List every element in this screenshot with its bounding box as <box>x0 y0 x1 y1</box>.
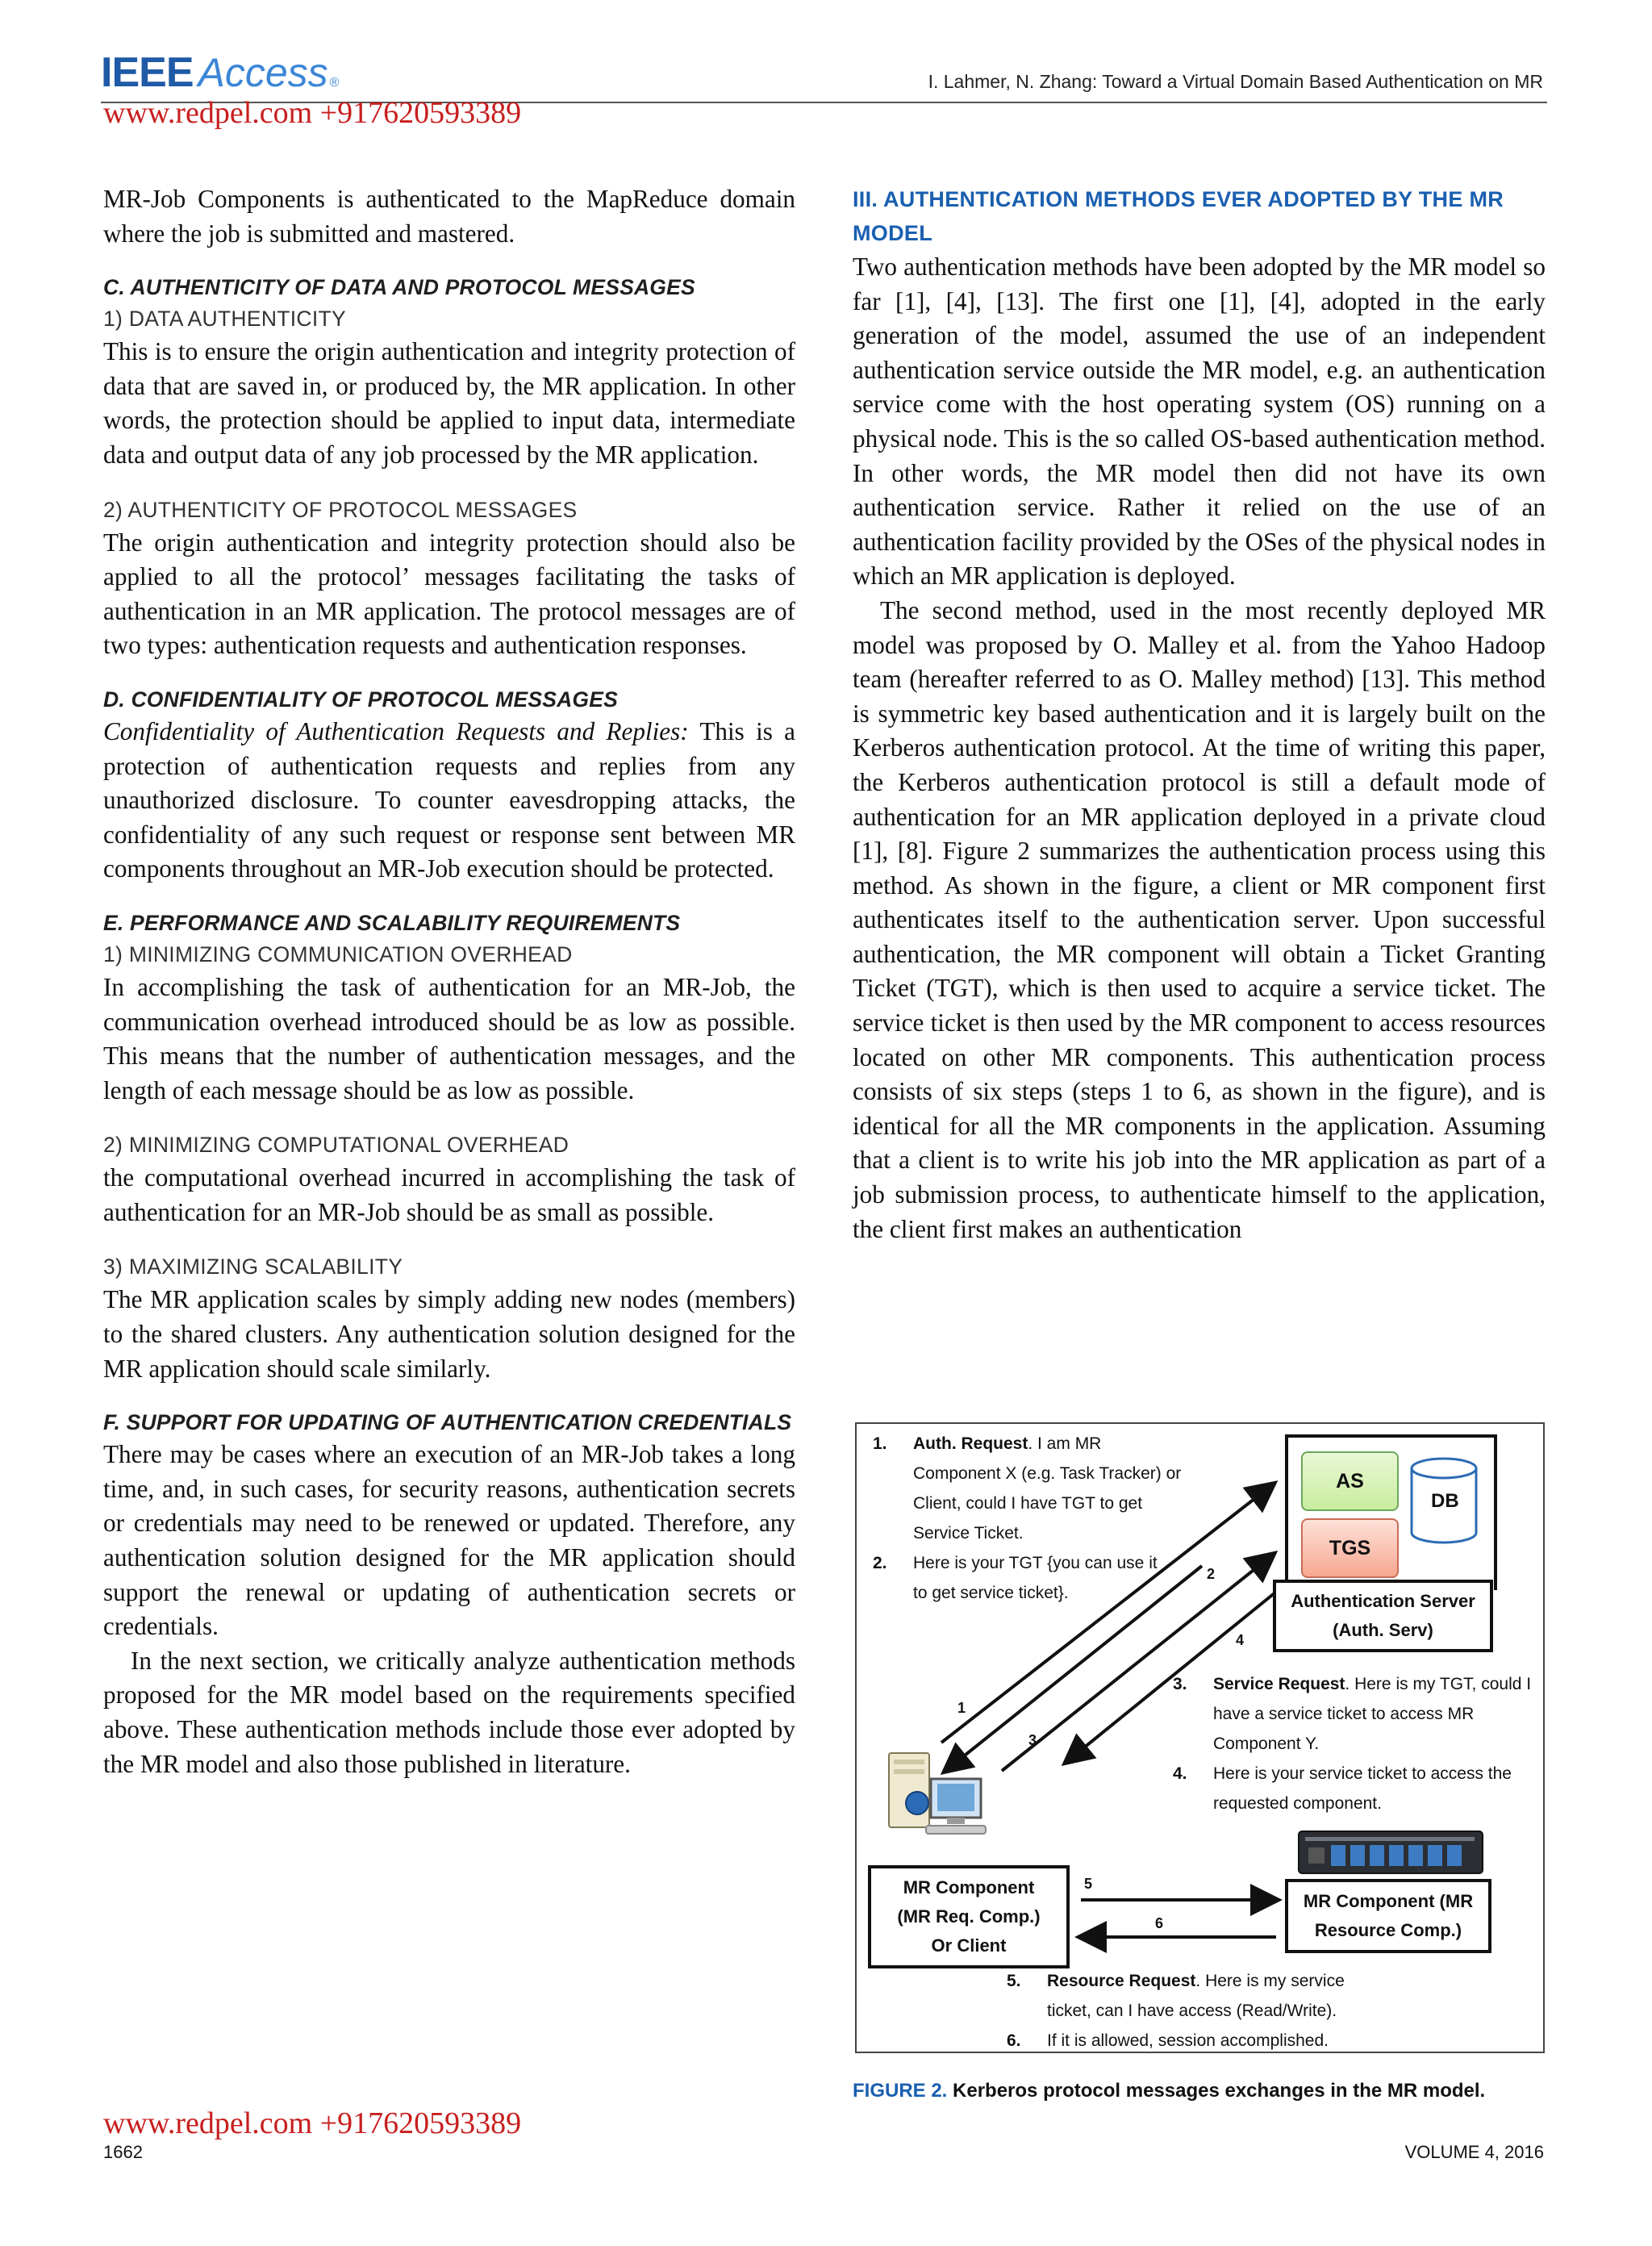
step-3-number: 3. <box>1173 1675 1187 1693</box>
logo-access-text: Access <box>198 50 328 95</box>
step-3-line-2: have a service ticket to access MR <box>1213 1705 1475 1723</box>
paragraph-confidentiality <box>103 715 795 887</box>
paragraph-next-section: In the next section, we critically analyze authentication methods proposed for the MR model based on the requirements specified above. These authentication methods include those ever adopted by the MR model and also those published in literature. <box>103 1646 795 1778</box>
mr-req-component-line-1: MR Component <box>903 1877 1035 1897</box>
arrow-label-3: 3 <box>1028 1732 1037 1748</box>
paragraph-scalability: The MR application scales by simply adding new nodes (members) to the shared clusters. Any authentication solution designed for the MR application should scale similarly. <box>103 1285 795 1383</box>
step-4-line-1: Here is your service ticket to access the <box>1213 1764 1512 1783</box>
step-1-line-1: . I am MR <box>1028 1434 1102 1453</box>
mr-req-component-line-3: Or Client <box>931 1935 1007 1956</box>
step-5-number: 5. <box>1007 1972 1021 1990</box>
paragraph-protocol-authenticity: The origin authentication and integrity protection should also be applied to all the protocol’ messages facilitating the tasks of authentication in an MR application. The protocol messages are of two types: authentication requests and authentication responses. <box>103 528 795 660</box>
heading-data-authenticity: 1) DATA AUTHENTICITY <box>103 307 346 332</box>
step-5-line-2: ticket, can I have access (Read/Write). <box>1047 2002 1337 2020</box>
heading-section-d: D. CONFIDENTIALITY OF PROTOCOL MESSAGES <box>103 687 618 712</box>
figure-caption-text: Kerberos protocol messages exchanges in the MR model. <box>953 2080 1486 2102</box>
step-1-text <box>873 1429 1181 1608</box>
watermark-top: www.redpel.com +917620593389 <box>103 96 522 130</box>
mr-req-component-box <box>868 1865 1070 1968</box>
arrow-label-2: 2 <box>1207 1566 1216 1582</box>
step-5-line-1: . Here is my service <box>1195 1972 1345 1990</box>
arrow-label-6: 6 <box>1155 1915 1164 1931</box>
step-6-number: 6. <box>1007 2031 1021 2050</box>
step-5-label: Resource Request <box>1047 1972 1196 1990</box>
volume-label: VOLUME 4, 2016 <box>1404 2142 1544 2162</box>
mr-req-component-line-2: (MR Req. Comp.) <box>897 1906 1041 1927</box>
left-column <box>103 182 795 1781</box>
paragraph-computational-overhead: the computational overhead incurred in accomplishing the task of authentication for an MR-Job should be as small as possible. <box>103 1163 795 1226</box>
heading-section-iii: III. AUTHENTICATION METHODS EVER ADOPTED BY THE MR MODEL <box>853 187 1504 245</box>
arrow-label-1: 1 <box>957 1700 966 1716</box>
paragraph-intro: MR-Job Components is authenticated to the MapReduce domain where the job is submitted and mastered. <box>103 185 795 248</box>
right-column <box>853 182 1546 1246</box>
heading-section-e: E. PERFORMANCE AND SCALABILITY REQUIREMENTS <box>103 910 681 935</box>
as-box: AS <box>1301 1451 1399 1511</box>
heading-scalability: 3) MAXIMIZING SCALABILITY <box>103 1255 403 1280</box>
arrow-label-5: 5 <box>1084 1876 1093 1892</box>
ieee-access-logo <box>101 48 339 94</box>
figure-caption <box>853 2080 1485 2102</box>
step-3-line-1: . Here is my TGT, could I <box>1345 1675 1532 1693</box>
db-label: DB <box>1431 1490 1459 1512</box>
step-2-number: 2. <box>873 1554 887 1572</box>
paragraph-confidentiality-body: This is a protection of authentication requests and replies from any unauthorized disclosure. To counter eavesdropping attacks, the confidentiality of any such request or response sent between MR components throughout an MR-Job execution should be protected. <box>103 716 795 883</box>
paragraph-credential-update: There may be cases where an execution of an MR-Job takes a long time, and, in such cases, for security reasons, authentication secrets or credentials may need to be renewed or updated. Therefore, any authentication solution designed for the MR application should support the renewal or updating of authentication secrets or credentials. <box>103 1440 795 1641</box>
step-5-text <box>1007 1966 1345 2056</box>
heading-section-f: F. SUPPORT FOR UPDATING OF AUTHENTICATION CREDENTIALS <box>103 1410 792 1435</box>
step-1-label: Auth. Request <box>913 1434 1028 1453</box>
figure-caption-tag: FIGURE 2. <box>853 2080 948 2102</box>
step-3-line-3: Component Y. <box>1213 1735 1320 1753</box>
heading-communication-overhead: 1) MINIMIZING COMMUNICATION OVERHEAD <box>103 941 573 966</box>
arrow-label-4: 4 <box>1236 1632 1245 1648</box>
figure-kerberos-diagram <box>855 1422 1545 2053</box>
mr-resource-component-box <box>1285 1879 1491 1953</box>
step-4-line-2: requested component. <box>1213 1794 1382 1813</box>
tgs-box: TGS <box>1301 1518 1399 1578</box>
paragraph-methods-intro: Two authentication methods have been adopted by the MR model so far [1], [4], [13]. The first one [1], [4], adopted in the early generation of the model, assumed the use of an independent authentication service outside the MR model, e.g. an authentication service come with the host operating system (OS) running on a physical node. This is the so called OS-based authentication method. In other words, the MR model then did not have its own authentication service. Rather it relied on the use of an authentication facility provided by the OSes of the physical nodes in which an MR application is deployed. <box>853 253 1546 591</box>
step-1-line-4: Service Ticket. <box>913 1524 1024 1543</box>
step-1-line-3: Client, could I have TGT to get <box>913 1494 1143 1513</box>
watermark-bottom: www.redpel.com +917620593389 <box>103 2106 522 2140</box>
auth-server-line-1: Authentication Server <box>1291 1591 1475 1611</box>
heading-computational-overhead: 2) MINIMIZING COMPUTATIONAL OVERHEAD <box>103 1133 569 1158</box>
step-1-line-2: Component X (e.g. Task Tracker) or <box>913 1464 1182 1483</box>
heading-section-c: C. AUTHENTICITY OF DATA AND PROTOCOL MESSAGES <box>103 275 695 300</box>
rack-server-icon <box>1299 1831 1483 1873</box>
paragraph-communication-overhead: In accomplishing the task of authentication for an MR-Job, the communication overhead introduced should be as low as possible. This means that the number of authentication messages, and the length of each message should be as low as possible. <box>103 972 795 1104</box>
auth-server-box <box>1273 1580 1493 1652</box>
auth-server-line-2: (Auth. Serv) <box>1333 1620 1433 1640</box>
step-2-line-1: Here is your TGT {you can use it <box>913 1554 1158 1572</box>
paragraph-confidentiality-lead: Confidentiality of Authentication Requests and Replies: <box>103 716 689 745</box>
logo-trademark: ® <box>329 76 340 90</box>
mr-resource-component-line-2: Resource Comp.) <box>1314 1920 1462 1940</box>
step-1-number: 1. <box>873 1434 887 1453</box>
heading-protocol-authenticity: 2) AUTHENTICITY OF PROTOCOL MESSAGES <box>103 497 578 522</box>
step-3-label: Service Request <box>1213 1675 1345 1693</box>
step-4-number: 4. <box>1173 1764 1187 1783</box>
step-2-line-2: to get service ticket}. <box>913 1584 1069 1602</box>
running-head: I. Lahmer, N. Zhang: Toward a Virtual Domain Based Authentication on MR <box>928 71 1543 92</box>
step-6-line-1: If it is allowed, session accomplished. <box>1047 2031 1329 2050</box>
logo-ieee-text: IEEE <box>101 49 194 96</box>
paragraph-malley-method: The second method, used in the most recently deployed MR model was proposed by O. Malley et al. from the Yahoo Hadoop team (hereafter referred to as O. Malley method) [13]. This method is symmetric key based authentication and it is largely built on the Kerberos authentication protocol. At the time of writing this paper, the Kerberos authentication protocol is still a default mode of authentication for an MR application deployed in a private cloud [1], [8]. Figure 2 summarizes the authentication process using this method. As shown in the figure, a client or MR component first authenticates itself to the authentication server. Upon successful authentication, the MR component will obtain a Ticket Granting Ticket (TGT), which is then used to acquire a service ticket. The service ticket is then used by the MR component to access resources located on other MR components. This authentication process consists of six steps (steps 1 to 6, as shown in the figure), and is identical for all the MR components in the application. Assuming that a client is to write his job into the MR application as part of a job submission process, to authenticate himself to the application, the client first makes an authentication <box>853 595 1546 1243</box>
paragraph-data-authenticity: This is to ensure the origin authentication and integrity protection of data that are saved in, or produced by, the MR application. In other words, the protection should be applied to input data, intermediate data and output data of any job processed by the MR application. <box>103 337 795 469</box>
client-computer-icon <box>889 1753 986 1834</box>
page-number: 1662 <box>103 2142 143 2162</box>
mr-resource-component-line-1: MR Component (MR <box>1303 1891 1474 1911</box>
step-3-text <box>1173 1669 1531 1818</box>
